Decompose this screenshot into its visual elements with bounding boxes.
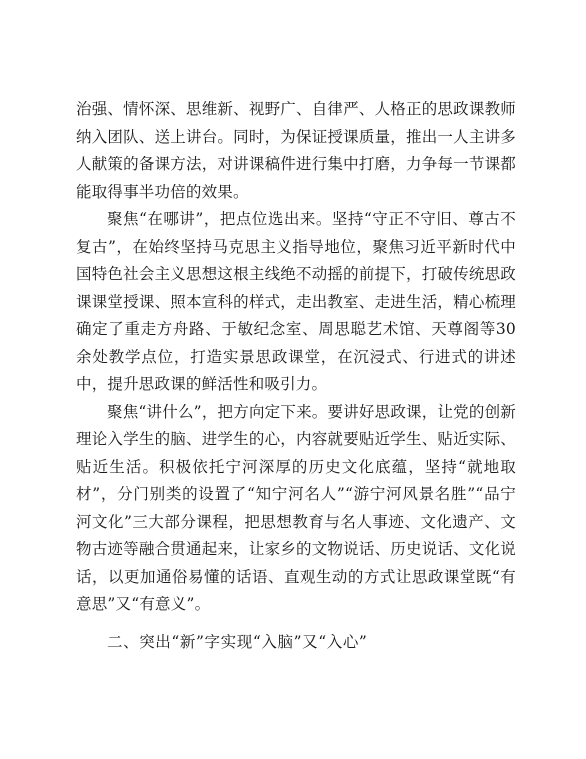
document-page [76,96,516,656]
paragraph-what-to-teach: 聚焦“讲什么”，把方向定下来。要讲好思政课，让党的创新理论入学生的脑、进学生的心，内容就要贴近学生、贴近实际、贴近生活。积极依托宁河深厚的历史文化底蕴，坚持“就地取材”，分门别类的设置了“知宁河名人”“游宁河风景名胜”“品宁河文化”三大部分课程，把思想教育与名人事迹、文化遗产、文物古迹等融合贯通起来，让家乡的文物说话、历史说话、文化说话，以更加通俗易懂的话语、直观生动的方式让思政课堂既“有意思”又“有意义”。 [76,402,516,613]
paragraph-where-to-teach: 聚焦“在哪讲”，把点位选出来。坚持“守正不守旧、尊古不复古”，在始终坚持马克思主义指导地位，聚焦习近平新时代中国特色社会主义思想这根主线绝不动摇的前提下，打破传统思政课课堂授课、照本宣科的样式，走出教室、走进生活，精心梳理确定了重走方舟路、于敏纪念室、周思聪艺术馆、天尊阁等30余处教学点位，打造实景思政课堂，在沉浸式、行进式的讲述中，提升思政课的鲜活性和吸引力。 [76,210,516,393]
paragraph-continuation: 治强、情怀深、思维新、视野广、自律严、人格正的思政课教师纳入团队、送上讲台。同时，为保证授课质量，推出一人主讲多人献策的备课方法，对讲课稿件进行集中打磨，力争每一节课都能取得事半功倍的效果。 [76,100,516,201]
section-heading: 二、突出“新”字实现“入脑”又“入心” [107,632,368,651]
